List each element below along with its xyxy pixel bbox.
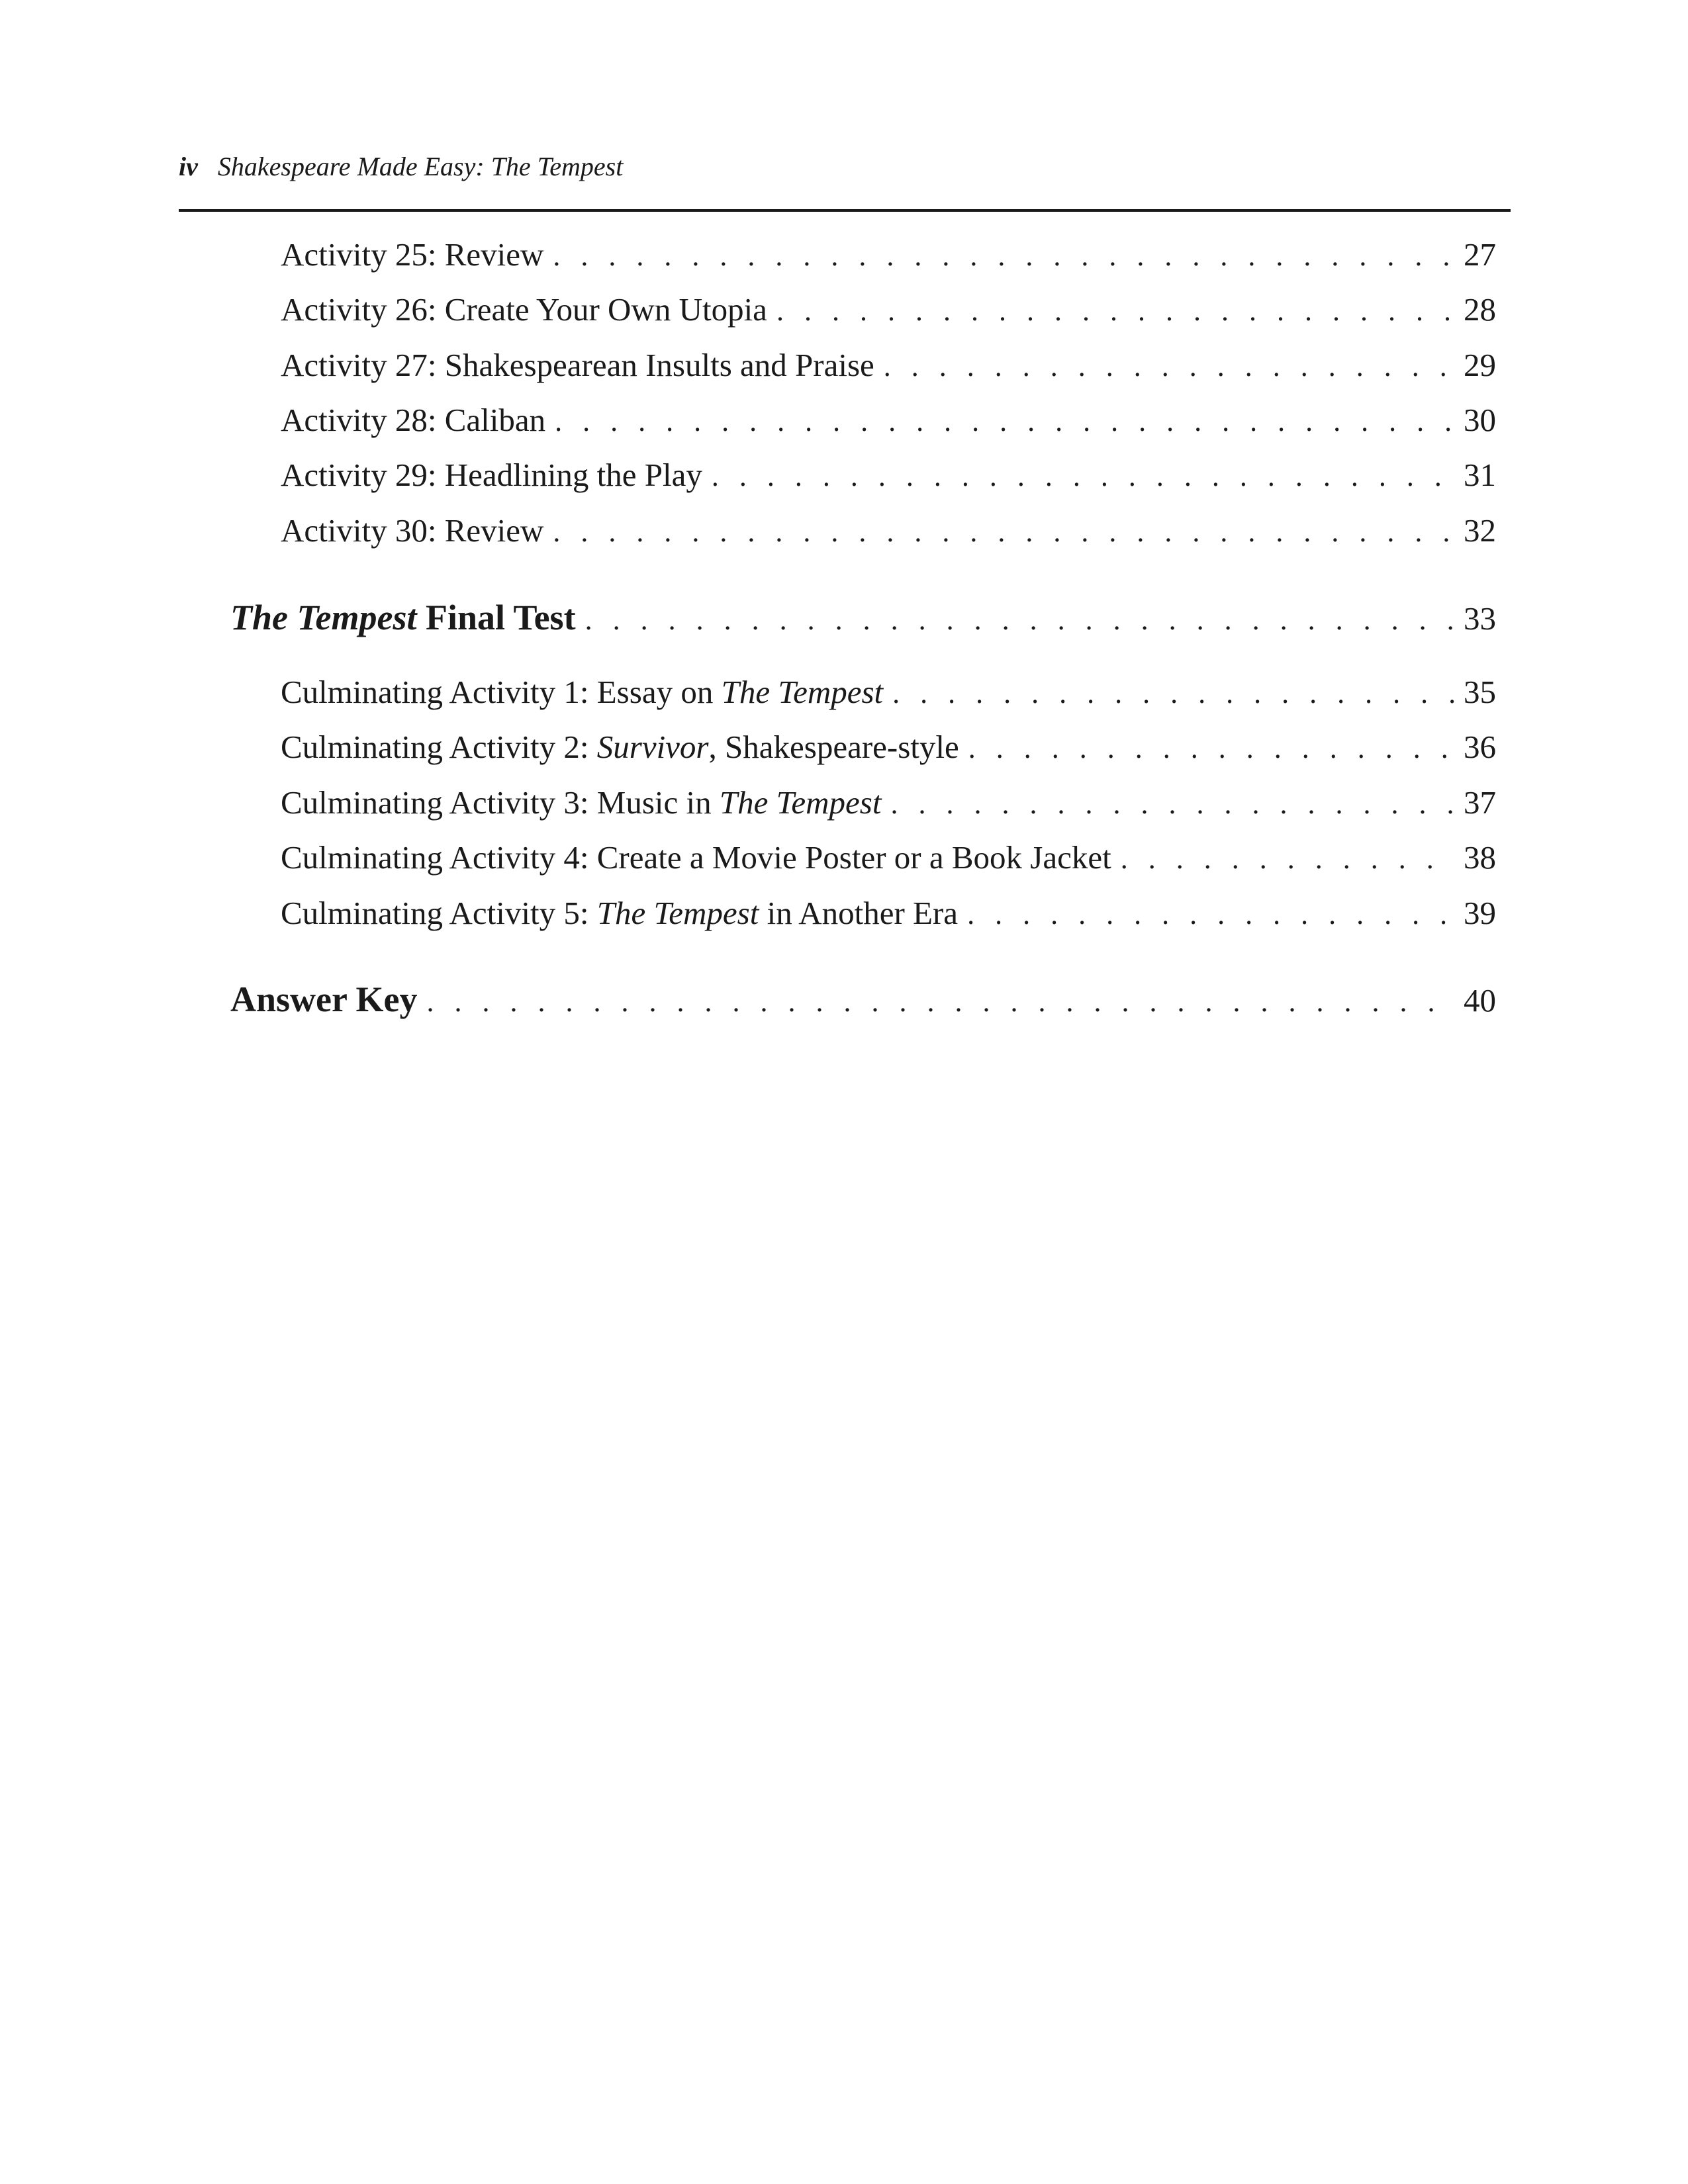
- dot-leader: [884, 349, 1454, 383]
- toc-entry-activity-28[interactable]: [281, 401, 1496, 443]
- toc-entry-final-test[interactable]: [230, 597, 1496, 643]
- toc-entry-title: Answer Key: [230, 979, 418, 1019]
- toc-page-number: 31: [1464, 457, 1496, 493]
- toc-entry-activity-26[interactable]: [281, 291, 1496, 333]
- title-trail: in Another Era: [759, 895, 959, 931]
- toc-entry-title: Activity 29: Headlining the Play: [281, 457, 702, 493]
- toc-page-number: 28: [1464, 291, 1496, 328]
- title-italic-part: The Tempest: [230, 598, 417, 637]
- toc-entry-activity-27[interactable]: [281, 346, 1496, 388]
- toc-page-number: 40: [1464, 982, 1496, 1019]
- dot-leader: [776, 294, 1454, 328]
- toc-entry-culminating-4[interactable]: [281, 839, 1496, 881]
- title-lead: Culminating Activity 1: Essay on: [281, 674, 722, 710]
- dot-leader: [553, 515, 1454, 549]
- toc-entry-title: Activity 26: Create Your Own Utopia: [281, 291, 767, 328]
- title-italic-part: The Tempest: [721, 674, 884, 710]
- toc-entry-title: [281, 784, 881, 821]
- title-italic-part: The Tempest: [596, 895, 759, 931]
- toc-entry-title: [281, 894, 958, 932]
- toc-entry-answer-key[interactable]: [230, 979, 1496, 1025]
- toc-entry-title: Activity 30: Review: [281, 512, 544, 549]
- book-title: Shakespeare Made Easy: The Tempest: [217, 152, 624, 181]
- toc-entry-title: Activity 27: Shakespearean Insults and Praise: [281, 347, 874, 383]
- toc-page-number: 38: [1464, 839, 1496, 876]
- dot-leader: [555, 404, 1454, 438]
- title-trail: , Shakespeare-style: [708, 729, 959, 765]
- toc-entry-activity-29[interactable]: [281, 456, 1496, 498]
- toc-entry-title: [230, 597, 576, 638]
- toc-page-number: 33: [1464, 600, 1496, 637]
- toc-entry-title: [281, 728, 959, 766]
- toc-page-number: 35: [1464, 674, 1496, 710]
- title-lead: Culminating Activity 5:: [281, 895, 597, 931]
- toc-entry-culminating-3[interactable]: [281, 784, 1496, 826]
- page-folio: iv: [179, 152, 198, 181]
- toc-entry-culminating-1[interactable]: [281, 673, 1496, 715]
- toc-entry-title: [281, 673, 883, 711]
- dot-leader: [712, 459, 1454, 493]
- title-italic-part: The Tempest: [719, 784, 882, 821]
- toc-entry-culminating-2[interactable]: [281, 728, 1496, 770]
- dot-leader: [585, 603, 1454, 637]
- title-lead: Culminating Activity 2:: [281, 729, 597, 765]
- toc-page-number: 27: [1464, 236, 1496, 273]
- toc-entry-activity-30[interactable]: [281, 512, 1496, 554]
- toc-entry-activity-25[interactable]: [281, 236, 1496, 278]
- toc-entry-culminating-5[interactable]: [281, 894, 1496, 936]
- title-lead: Culminating Activity 3: Music in: [281, 784, 720, 821]
- toc-entry-title: Activity 28: Caliban: [281, 402, 546, 438]
- toc-page-number: 30: [1464, 402, 1496, 438]
- dot-leader: [968, 731, 1454, 765]
- dot-leader: [426, 985, 1454, 1019]
- dot-leader: [1121, 842, 1454, 876]
- title-italic-part: Survivor: [596, 729, 709, 765]
- toc-page-number: 37: [1464, 784, 1496, 821]
- dot-leader: [553, 239, 1454, 273]
- toc-entry-title: Activity 25: Review: [281, 236, 544, 273]
- toc-page-number: 39: [1464, 895, 1496, 931]
- dot-leader: [892, 676, 1454, 710]
- dot-leader: [890, 787, 1454, 821]
- toc-page-number: 29: [1464, 347, 1496, 383]
- title-lead: Culminating Activity 4: Create a Movie Poster or a Book Jacket: [281, 839, 1111, 876]
- dot-leader: [967, 897, 1454, 931]
- toc-page-number: 36: [1464, 729, 1496, 765]
- toc-page-number: 32: [1464, 512, 1496, 549]
- title-rest-part: Final Test: [416, 598, 576, 637]
- toc-entry-title: [281, 839, 1111, 876]
